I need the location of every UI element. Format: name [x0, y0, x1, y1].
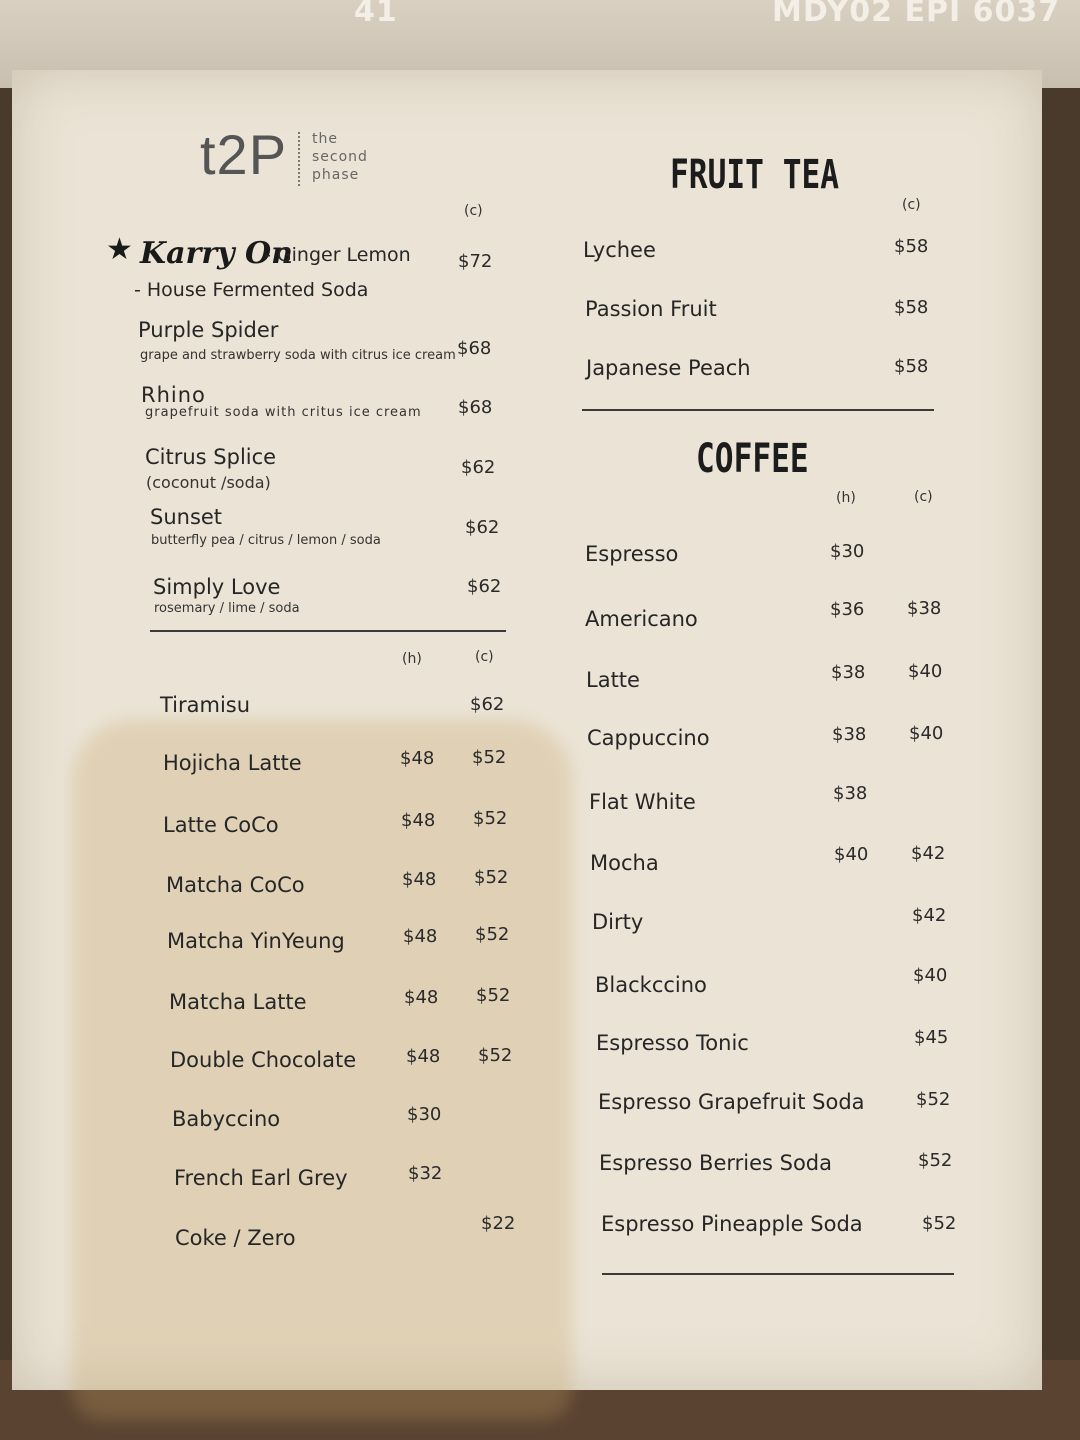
menu-item-name: Sunset [150, 505, 223, 529]
menu-item-name: Simply Love [153, 575, 281, 599]
featured-item-suffix: - Ginger Lemon [264, 244, 411, 266]
section-title-coffee: COFFEE [696, 436, 809, 482]
menu-item-name: Espresso Pineapple Soda [601, 1212, 863, 1236]
menu-item-price-hot: $38 [831, 662, 866, 683]
section-divider [582, 409, 934, 411]
menu-item-name: Espresso Tonic [596, 1031, 749, 1055]
menu-item-price-hot: $48 [402, 869, 437, 890]
section-divider [602, 1273, 954, 1275]
menu-item-name: Purple Spider [138, 318, 279, 342]
menu-item-name: Espresso [585, 542, 679, 566]
menu-item-price: $62 [461, 457, 496, 478]
menu-item-name: Matcha YinYeung [167, 929, 345, 953]
menu-item-name: Espresso Berries Soda [599, 1151, 833, 1175]
menu-item-price-hot: $38 [833, 783, 868, 804]
featured-item-price: $72 [458, 251, 493, 272]
menu-item-desc: rosemary / lime / soda [154, 601, 300, 616]
menu-item-name: Double Chocolate [170, 1048, 357, 1072]
featured-item-line2: - House Fermented Soda [134, 279, 369, 301]
star-icon: ★ [106, 232, 133, 267]
menu-item-name: Americano [585, 607, 698, 631]
menu-item-price-hot: $48 [404, 987, 439, 1008]
menu-item-price-cold: $45 [914, 1027, 949, 1048]
menu-item-price: $62 [467, 576, 502, 597]
menu-item-name: Rhino [141, 383, 206, 407]
menu-item-price: $58 [894, 236, 929, 257]
menu-item-name: Citrus Splice [145, 445, 277, 469]
menu-item-name: Espresso Grapefruit Soda [598, 1090, 865, 1114]
menu-item-price-cold: $22 [481, 1213, 516, 1234]
menu-item-name: Mocha [590, 851, 659, 875]
section-title-fruit-tea: FRUIT TEA [670, 152, 840, 198]
menu-item-price-hot: $48 [401, 810, 436, 831]
menu-item-name: Lychee [583, 238, 656, 262]
menu-item-name: Dirty [592, 910, 644, 934]
menu-item-name: Babyccino [172, 1107, 281, 1131]
menu-item-name: Hojicha Latte [163, 751, 302, 775]
page-stamp-number: 41 [354, 0, 398, 29]
menu-item-name: French Earl Grey [174, 1166, 348, 1190]
menu-item-price-hot: $36 [830, 599, 865, 620]
menu-item-desc: (coconut /soda) [146, 473, 271, 492]
logo-subtitle [312, 130, 368, 184]
menu-item-price-hot: $30 [830, 541, 865, 562]
menu-item-name: Cappuccino [587, 726, 710, 750]
menu-item-name: Blackccino [595, 973, 707, 997]
menu-item-price-cold: $40 [908, 661, 943, 682]
menu-item-desc: butterfly pea / citrus / lemon / soda [151, 533, 381, 548]
logo-sub-line: phase [312, 167, 360, 183]
menu-item-price-cold: $62 [470, 694, 505, 715]
menu-item-price-cold: $42 [912, 905, 947, 926]
menu-page [12, 70, 1042, 1390]
menu-item-name: Coke / Zero [175, 1226, 296, 1250]
menu-item-price-cold: $40 [913, 965, 948, 986]
menu-item-price-cold: $52 [473, 808, 508, 829]
logo-sub-line: second [312, 149, 368, 165]
menu-item-price-hot: $38 [832, 724, 867, 745]
date-stamp: MDY02 EPI 6037 [772, 0, 1061, 29]
menu-item-price-cold: $52 [918, 1150, 953, 1171]
col-header-cold: (c) [464, 203, 483, 219]
menu-item-desc: grapefruit soda with critus ice cream [145, 405, 422, 420]
menu-item-price-cold: $52 [478, 1045, 513, 1066]
menu-item-name: Japanese Peach [586, 356, 751, 380]
menu-item-name: Flat White [589, 790, 696, 814]
menu-item-price-cold: $52 [474, 867, 509, 888]
logo-sub-line: the [312, 131, 338, 147]
menu-item-name: Latte CoCo [163, 813, 279, 837]
logo-mark: t2P [200, 123, 288, 186]
menu-item-price-cold: $52 [916, 1089, 951, 1110]
col-header-cold: (c) [475, 649, 494, 665]
menu-item-price-cold: $52 [476, 985, 511, 1006]
menu-item-price-cold: $42 [911, 843, 946, 864]
section-divider [150, 630, 506, 632]
menu-item-name: Passion Fruit [585, 297, 717, 321]
col-header-hot: (h) [402, 651, 422, 667]
menu-item-price: $58 [894, 356, 929, 377]
menu-item-price-hot: $40 [834, 844, 869, 865]
logo-divider [298, 132, 300, 186]
menu-item-price-cold: $38 [907, 598, 942, 619]
menu-item-name: Latte [586, 668, 640, 692]
menu-item-price-hot: $32 [408, 1163, 443, 1184]
menu-item-name: Matcha Latte [169, 990, 307, 1014]
menu-item-price-cold: $40 [909, 723, 944, 744]
menu-item-price: $68 [458, 397, 493, 418]
col-header-cold: (c) [902, 197, 921, 213]
menu-item-price-hot: $30 [407, 1104, 442, 1125]
menu-item-price: $58 [894, 297, 929, 318]
menu-item-price-cold: $52 [475, 924, 510, 945]
menu-item-name: Tiramisu [160, 693, 251, 717]
col-header-cold: (c) [914, 489, 933, 505]
menu-item-price-cold: $52 [472, 747, 507, 768]
menu-item-price-cold: $52 [922, 1213, 957, 1234]
menu-item-price-hot: $48 [406, 1046, 441, 1067]
menu-item-price: $68 [457, 338, 492, 359]
menu-item-price-hot: $48 [403, 926, 438, 947]
col-header-hot: (h) [836, 490, 856, 506]
featured-item-name: Karry On [140, 236, 293, 271]
menu-item-price: $62 [465, 517, 500, 538]
menu-item-desc: grape and strawberry soda with citrus ice cream [140, 348, 456, 363]
menu-item-price-hot: $48 [400, 748, 435, 769]
menu-item-name: Matcha CoCo [166, 873, 305, 897]
